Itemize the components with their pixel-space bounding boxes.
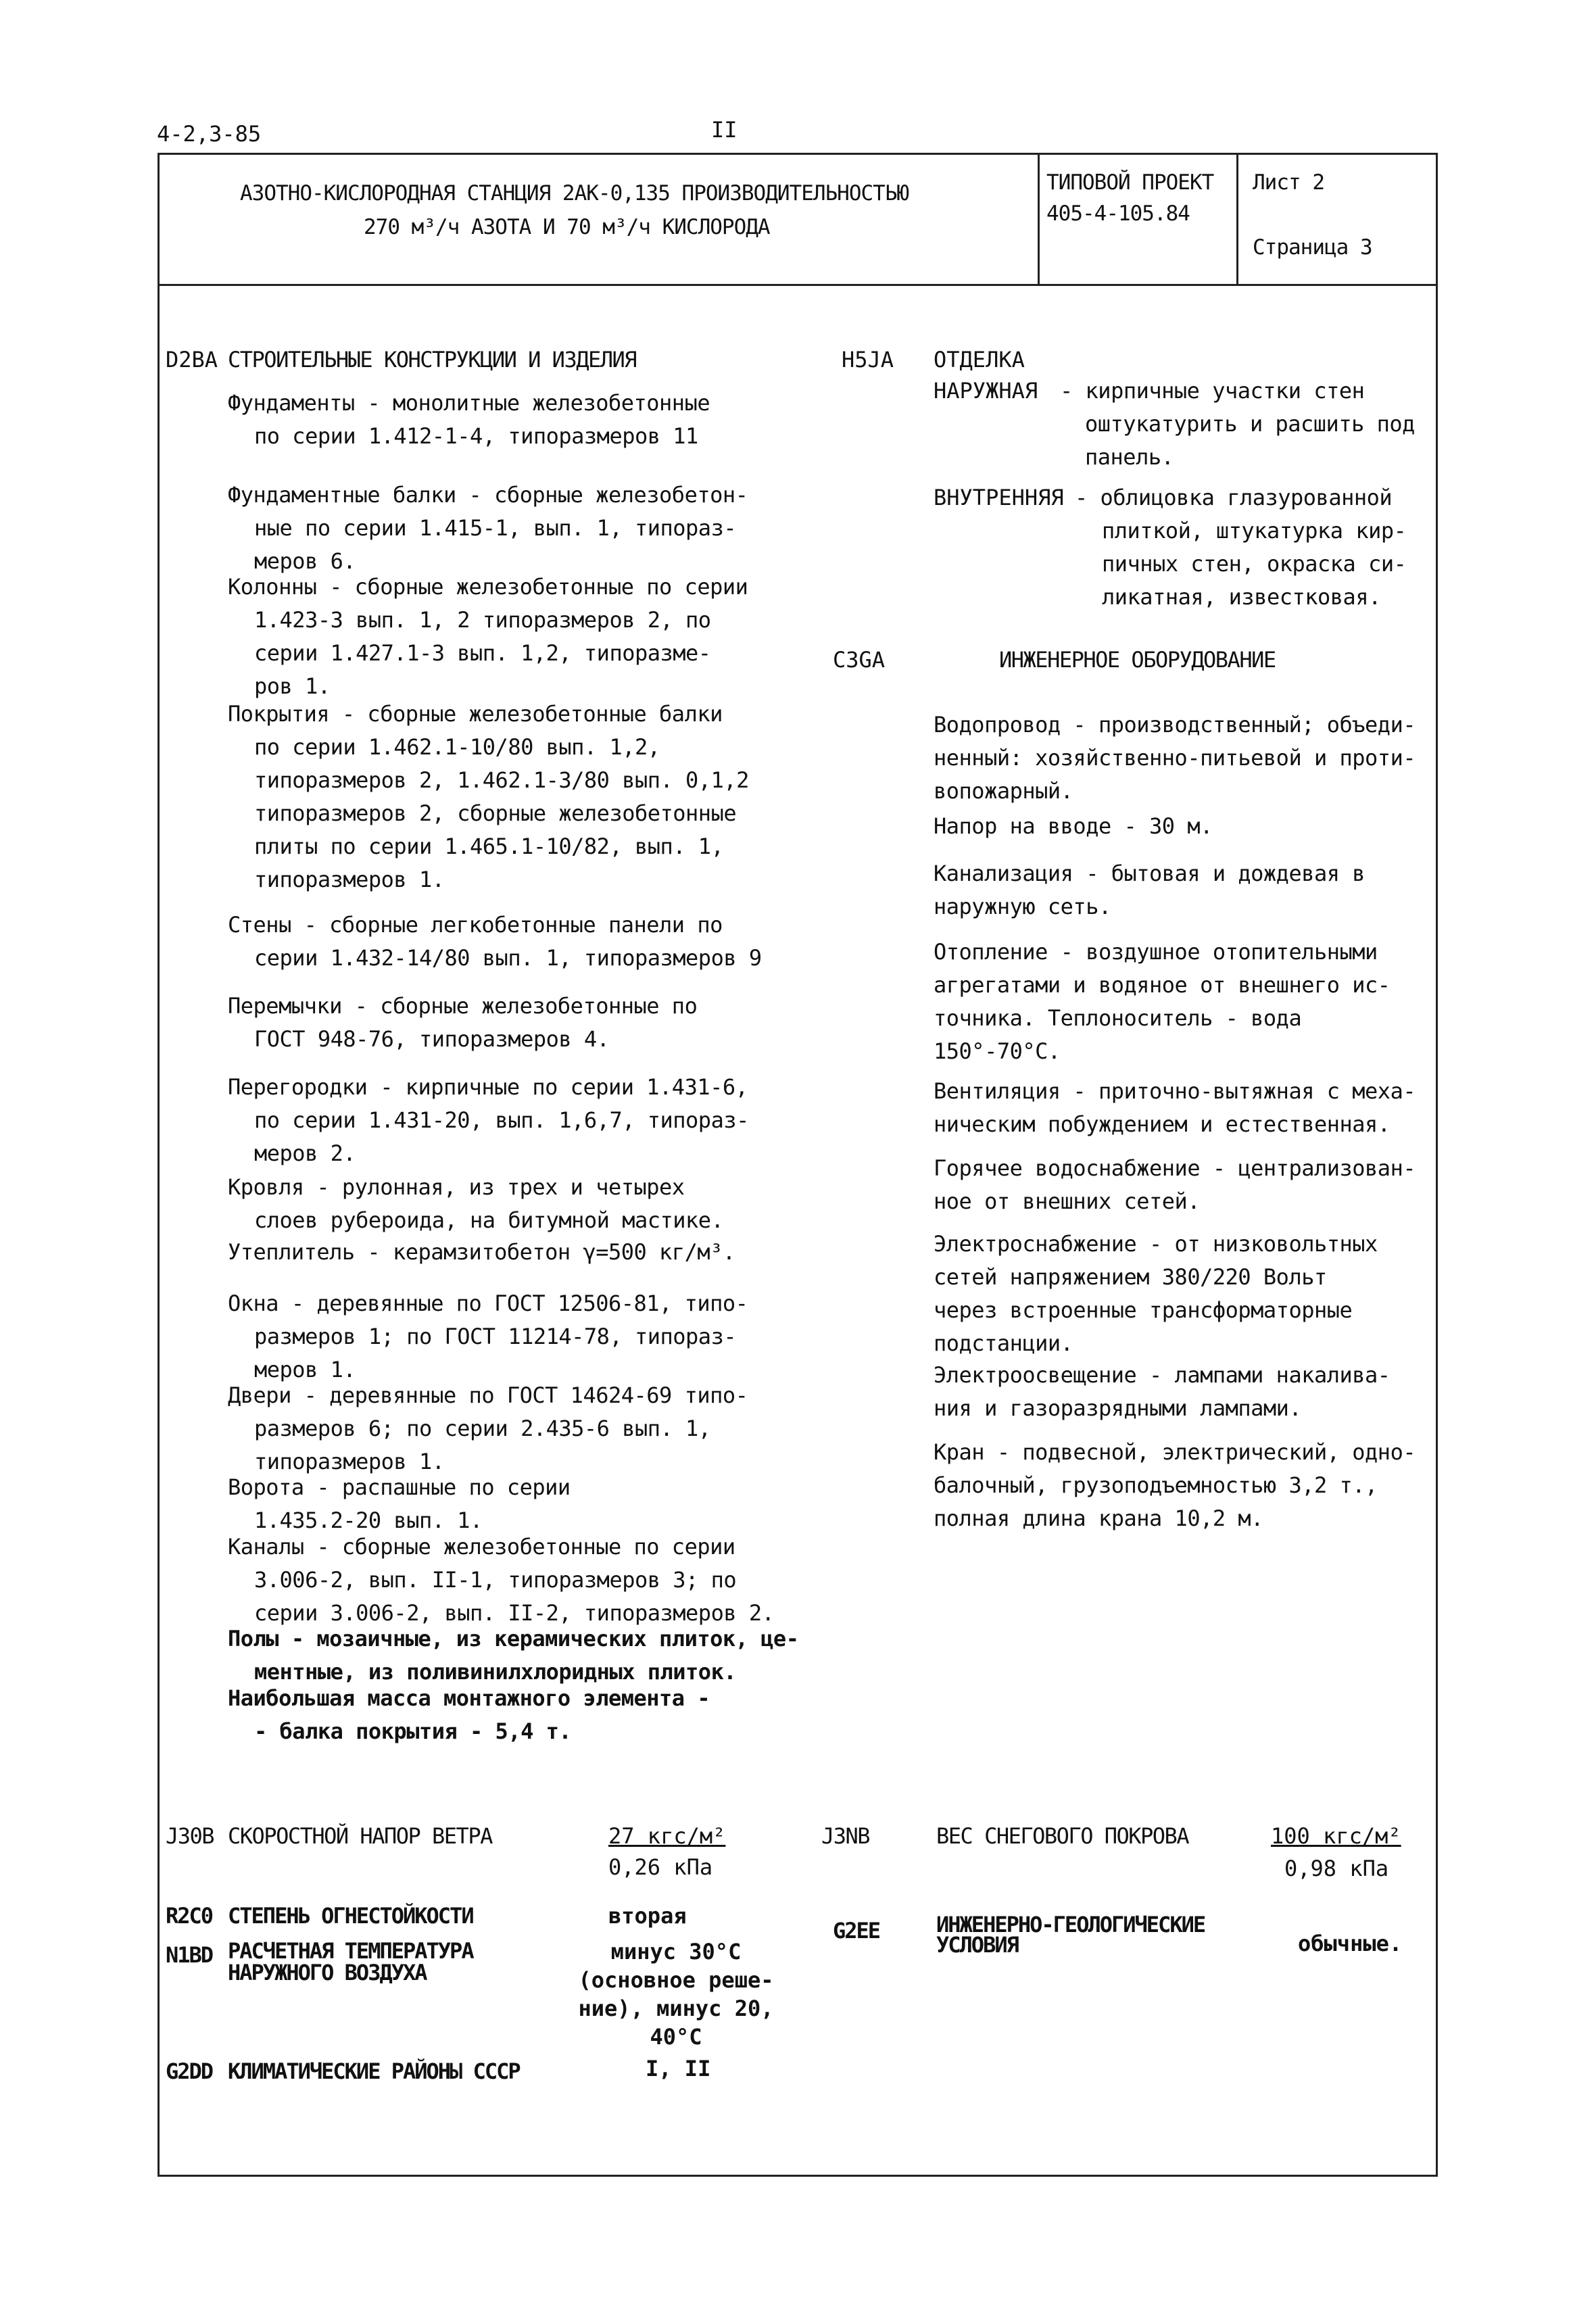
construction-item-line: ГОСТ 948-76, типоразмеров 4. [254, 1026, 610, 1052]
snow-code: J3NB [821, 1823, 870, 1849]
construction-item-line: типоразмеров 1. [254, 1449, 445, 1474]
engineering-item-line: Канализация - бытовая и дождевая в [934, 861, 1365, 886]
engineering-item-line: подстанции. [934, 1330, 1073, 1356]
engineering-item-line: Вентиляция - приточно-вытяжная с меха- [934, 1078, 1416, 1104]
temp-code: N1BD [166, 1942, 213, 1968]
engineering-item-line: через встроенные трансформаторные [934, 1297, 1353, 1323]
outer-finish-label: НАРУЖНАЯ [934, 378, 1038, 404]
construction-item-line: ров 1. [254, 673, 331, 699]
construction-item-line: по серии 1.462.1-10/80 вып. 1,2, [254, 734, 660, 760]
outer-finish-line: панель. [1085, 444, 1174, 470]
construction-item-line: типоразмеров 1. [254, 867, 445, 892]
construction-item-line: Утеплитель - керамзитобетон γ=500 кг/м³. [228, 1239, 735, 1265]
construction-item-line: 1.423-3 вып. 1, 2 типоразмеров 2, по [254, 607, 711, 633]
geo-value: обычные. [1298, 1931, 1403, 1956]
snow-value-kpa: 0,98 кПа [1284, 1856, 1389, 1881]
construction-item-line: Стены - сборные легкобетонные панели по [228, 912, 723, 938]
outer-finish-line: - кирпичные участки стен [1060, 378, 1365, 404]
page-number: II [711, 117, 737, 143]
section-code-d2ba: D2BA [166, 347, 218, 372]
engineering-item-line: полная длина крана 10,2 м. [934, 1505, 1263, 1531]
construction-item-line: слоев рубероида, на битумной мастике. [254, 1207, 724, 1233]
inner-finish-line: пичных стен, окраска си- [1102, 551, 1407, 577]
header-vline-1 [1038, 153, 1040, 284]
section-title-finish: ОТДЕЛКА [934, 347, 1025, 372]
project-number: 405-4-105.84 [1046, 201, 1190, 226]
fire-code: R2C0 [166, 1903, 213, 1929]
inner-finish-line: плиткой, штукатурка кир- [1102, 518, 1407, 544]
construction-item-line: 1.435.2-20 вып. 1. [254, 1507, 483, 1533]
header-divider [158, 284, 1438, 286]
engineering-item-line: ния и газоразрядными лампами. [934, 1395, 1302, 1421]
fire-label: СТЕПЕНЬ ОГНЕСТОЙКОСТИ [228, 1903, 473, 1929]
engineering-item-line: ное от внешних сетей. [934, 1188, 1201, 1214]
construction-item-line: Колонны - сборные железобетонные по серии [228, 574, 748, 600]
wind-code: J30B [166, 1823, 214, 1849]
engineering-item-line: точника. Теплоноситель - вода [934, 1005, 1302, 1031]
construction-item-line: меров 1. [254, 1357, 356, 1382]
wind-value-kgs: 27 кгс/м² [608, 1823, 726, 1849]
construction-item-line: Перемычки - сборные железобетонные по [228, 993, 698, 1019]
geo-label-line2: УСЛОВИЯ [936, 1932, 1018, 1958]
construction-item-line: Фундаменты - монолитные железобетонные [228, 390, 710, 416]
inner-finish-line: ликатная, известковая. [1102, 584, 1381, 610]
construction-item-line: Кровля - рулонная, из трех и четырех [228, 1174, 685, 1200]
construction-item-line: ные по серии 1.415-1, вып. 1, типораз- [254, 515, 737, 541]
construction-item-line: Перегородки - кирпичные по серии 1.431-6, [228, 1074, 748, 1100]
climate-label: КЛИМАТИЧЕСКИЕ РАЙОНЫ СССР [228, 2058, 520, 2084]
construction-item-line: серии 1.427.1-3 вып. 1,2, типоразме- [254, 640, 711, 666]
construction-item-line: размеров 6; по серии 2.435-6 вып. 1, [254, 1416, 711, 1441]
engineering-item-line: агрегатами и водяное от внешнего ис- [934, 972, 1391, 998]
section-code-c3ga: C3GA [833, 647, 886, 673]
construction-item-line: - балка покрытия - 5,4 т. [254, 1718, 572, 1744]
section-title-engineering: ИНЖЕНЕРНОЕ ОБОРУДОВАНИЕ [999, 647, 1276, 673]
construction-item-line: меров 6. [254, 548, 356, 574]
engineering-item-line: наружную сеть. [934, 894, 1111, 919]
engineering-item-line: Электроосвещение - лампами накалива- [934, 1362, 1391, 1388]
project-label: ТИПОВОЙ ПРОЕКТ [1046, 170, 1214, 195]
construction-item-line: типоразмеров 2, 1.462.1-3/80 вып. 0,1,2 [254, 767, 749, 793]
engineering-item-line: Электроснабжение - от низковольтных [934, 1231, 1378, 1257]
temp-label-line1: РАСЧЕТНАЯ ТЕМПЕРАТУРА [228, 1938, 473, 1964]
engineering-item-line: Напор на вводе - 30 м. [934, 813, 1213, 839]
climate-value: I, II [646, 2056, 711, 2081]
engineering-item-line: балочный, грузоподъемностью 3,2 т., [934, 1472, 1378, 1498]
construction-item-line: типоразмеров 2, сборные железобетонные [254, 800, 737, 826]
construction-item-line: по серии 1.412-1-4, типоразмеров 11 [254, 423, 698, 449]
inner-finish-line: - облицовка глазурованной [1075, 485, 1393, 510]
construction-item-line: плиты по серии 1.465.1-10/82, вып. 1, [254, 834, 724, 859]
construction-item-line: Полы - мозаичные, из керамических плиток, це- [228, 1626, 799, 1651]
header-vline-2 [1236, 153, 1238, 284]
page-label: Страница 3 [1253, 235, 1372, 260]
geo-label-line1: ИНЖЕНЕРНО-ГЕОЛОГИЧЕСКИЕ [936, 1912, 1205, 1937]
wind-label: СКОРОСТНОЙ НАПОР ВЕТРА [228, 1823, 492, 1849]
temp-value: минус 30°С (основное реше-ние), минус 20, 40°С [578, 1939, 774, 2050]
construction-item-line: Покрытия - сборные железобетонные балки [228, 701, 723, 727]
construction-item-line: Двери - деревянные по ГОСТ 14624-69 типо- [228, 1382, 748, 1408]
construction-item-line: ментные, из поливинилхлоридных плиток. [254, 1659, 737, 1685]
snow-value-kgs: 100 кгс/м² [1271, 1823, 1401, 1849]
engineering-item-line: Отопление - воздушное отопительными [934, 939, 1378, 965]
fire-value: вторая [608, 1903, 687, 1929]
engineering-item-line: Водопровод - производственный; объеди- [934, 712, 1416, 738]
page-code: 4-2,3-85 [157, 121, 262, 147]
construction-item-line: 3.006-2, вып. II-1, типоразмеров 3; по [254, 1567, 737, 1593]
construction-item-line: Каналы - сборные железобетонные по серии [228, 1534, 735, 1560]
construction-item-line: меров 2. [254, 1140, 356, 1166]
engineering-item-line: 150°-70°С. [934, 1038, 1061, 1064]
geo-code: G2EE [833, 1918, 880, 1944]
engineering-item-line: сетей напряжением 380/220 Вольт [934, 1264, 1327, 1290]
sheet-label: Лист 2 [1253, 170, 1324, 195]
construction-item-line: Фундаментные балки - сборные железобетон- [228, 482, 748, 508]
temp-label-line2: НАРУЖНОГО ВОЗДУХА [228, 1960, 427, 1985]
construction-item-line: Ворота - распашные по серии [228, 1474, 571, 1500]
inner-finish-label: ВНУТРЕННЯЯ [934, 485, 1064, 510]
construction-item-line: серии 3.006-2, вып. II-2, типоразмеров 2. [254, 1600, 775, 1626]
snow-label: ВЕС СНЕГОВОГО ПОКРОВА [936, 1823, 1189, 1849]
construction-item-line: Наибольшая масса монтажного элемента - [228, 1685, 710, 1711]
wind-value-kpa: 0,26 кПа [608, 1854, 713, 1880]
section-title-construction: СТРОИТЕЛЬНЫЕ КОНСТРУКЦИИ И ИЗДЕЛИЯ [228, 347, 637, 372]
engineering-item-line: Горячее водоснабжение - централизован- [934, 1155, 1416, 1181]
outer-finish-line: оштукатурить и расшить под [1085, 411, 1415, 437]
engineering-item-line: Кран - подвесной, электрический, одно- [934, 1439, 1416, 1465]
engineering-item-line: вопожарный. [934, 778, 1073, 804]
section-code-h5ja: H5JA [842, 347, 894, 372]
construction-item-line: Окна - деревянные по ГОСТ 12506-81, типо- [228, 1290, 748, 1316]
construction-item-line: размеров 1; по ГОСТ 11214-78, типораз- [254, 1324, 737, 1349]
engineering-item-line: ненный: хозяйственно-питьевой и проти- [934, 745, 1416, 771]
climate-code: G2DD [166, 2058, 213, 2084]
construction-item-line: по серии 1.431-20, вып. 1,6,7, типораз- [254, 1107, 749, 1133]
header-title-line2: 270 м³/ч АЗОТА И 70 м³/ч КИСЛОРОДА [364, 215, 770, 239]
construction-item-line: серии 1.432-14/80 вып. 1, типоразмеров 9 [254, 945, 762, 971]
engineering-item-line: ническим побуждением и естественная. [934, 1111, 1391, 1137]
header-title-line1: АЗОТНО-КИСЛОРОДНАЯ СТАНЦИЯ 2АК-0,135 ПРОИЗВОДИТЕЛЬНОСТЬЮ [240, 181, 909, 206]
